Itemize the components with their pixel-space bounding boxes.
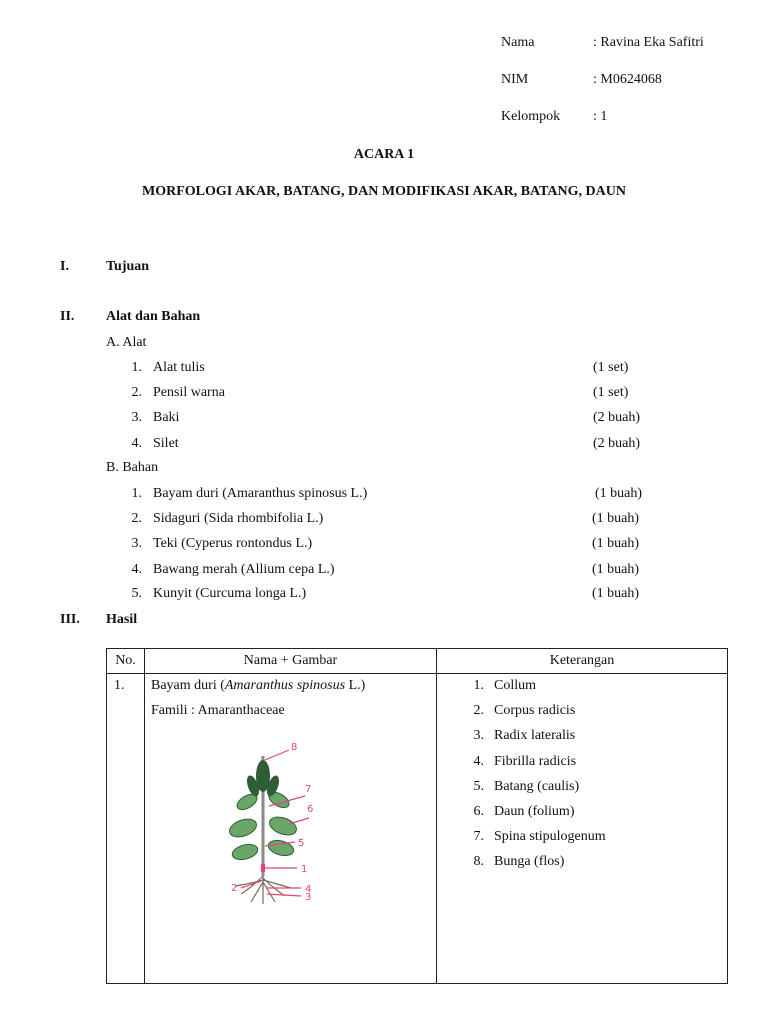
bahan-heading: B. Bahan — [106, 460, 159, 475]
row-keterangan-cell — [437, 674, 728, 984]
header-keterangan: Keterangan — [437, 649, 728, 674]
alat-item-text: Silet — [153, 436, 179, 451]
section-2-title: Alat dan Bahan — [106, 309, 201, 324]
section-1-title: Tujuan — [106, 259, 150, 274]
label-6: 6 — [307, 804, 314, 815]
list-item: 3. Radix lateralis — [473, 728, 576, 744]
species-name-prefix: Bayam duri ( — [151, 678, 225, 693]
alat-item-number: 3. — [131, 410, 142, 425]
section-3-number: III. — [60, 612, 80, 627]
label-1: 1 — [301, 864, 308, 875]
alat-item-text: Alat tulis — [153, 360, 205, 375]
row-name-cell — [145, 674, 437, 984]
root-system — [235, 874, 291, 904]
bahan-item-text: Kunyit (Curcuma longa L.) — [153, 586, 307, 601]
results-table — [106, 648, 728, 984]
bahan-item-text: Bayam duri (Amaranthus spinosus L.) — [153, 486, 368, 501]
label-2: 2 — [231, 883, 238, 894]
label-4: 4 — [305, 884, 312, 895]
header-nama-gambar: Nama + Gambar — [145, 649, 437, 674]
list-item: 7. Spina stipulogenum — [473, 829, 606, 845]
alat-item-text: Pensil warna — [153, 385, 225, 400]
species-name-italic: Amaranthus spinosus — [224, 678, 346, 693]
list-item: 8. Bunga (flos) — [473, 854, 565, 870]
bahan-item-qty: (1 buah) — [592, 562, 640, 577]
alat-item-qty: (2 buah) — [593, 410, 641, 425]
kelompok-value: : 1 — [593, 109, 608, 124]
page-title: ACARA 1 — [353, 147, 415, 162]
section-3-title: Hasil — [106, 612, 138, 627]
alat-item-number: 4. — [131, 436, 142, 451]
bahan-item-qty: (1 buah) — [595, 486, 643, 501]
list-item: 5. Batang (caulis) — [473, 778, 580, 794]
label-3: 3 — [305, 892, 312, 903]
bahan-item-qty: (1 buah) — [592, 586, 640, 601]
kelompok-label: Kelompok — [501, 109, 561, 124]
bahan-item-text: Bawang merah (Allium cepa L.) — [153, 562, 335, 577]
alat-item-text: Baki — [153, 410, 180, 425]
bahan-item-number: 5. — [131, 586, 142, 601]
nim-value: : M0624068 — [593, 72, 662, 87]
bahan-item-text: Sidaguri (Sida rhombifolia L.) — [153, 511, 324, 526]
bahan-item-qty: (1 buah) — [592, 536, 640, 551]
bahan-item-number: 3. — [131, 536, 142, 551]
keterangan-list — [437, 674, 727, 880]
label-5: 5 — [298, 838, 305, 849]
page-subtitle: MORFOLOGI AKAR, BATANG, DAN MODIFIKASI AKAR, BATANG, DAUN — [142, 184, 626, 199]
label-7: 7 — [305, 784, 312, 795]
alat-item-qty: (2 buah) — [593, 436, 641, 451]
label-8: 8 — [291, 742, 298, 753]
row-number: 1. — [107, 674, 145, 984]
table-header-row — [107, 649, 728, 674]
table-row — [107, 674, 728, 984]
nim-label: NIM — [501, 72, 529, 87]
list-item: 6. Daun (folium) — [473, 803, 575, 819]
bahan-item-number: 4. — [131, 562, 142, 577]
alat-item-qty: (1 set) — [593, 385, 629, 400]
bahan-item-number: 1. — [131, 486, 142, 501]
bahan-item-qty: (1 buah) — [592, 511, 640, 526]
alat-item-number: 1. — [131, 360, 142, 375]
alat-item-number: 2. — [131, 385, 142, 400]
list-item: 1. Collum — [473, 678, 537, 693]
species-name — [151, 678, 436, 703]
alat-item-qty: (1 set) — [593, 360, 629, 375]
plant-drawing — [205, 736, 315, 906]
bahan-item-text: Teki (Cyperus rontondus L.) — [153, 536, 313, 551]
nama-value: : Ravina Eka Safitri — [593, 35, 704, 50]
nama-label: Nama — [501, 35, 535, 50]
section-2-number: II. — [60, 309, 75, 324]
bahan-item-number: 2. — [131, 511, 142, 526]
alat-heading: A. Alat — [106, 335, 147, 350]
section-1-number: I. — [60, 259, 69, 274]
header-no: No. — [107, 649, 145, 674]
species-family: Famili : Amaranthaceae — [151, 703, 285, 718]
list-item: 2. Corpus radicis — [473, 703, 576, 719]
species-name-suffix: L.) — [345, 678, 366, 693]
list-item: 4. Fibrilla radicis — [473, 753, 577, 769]
